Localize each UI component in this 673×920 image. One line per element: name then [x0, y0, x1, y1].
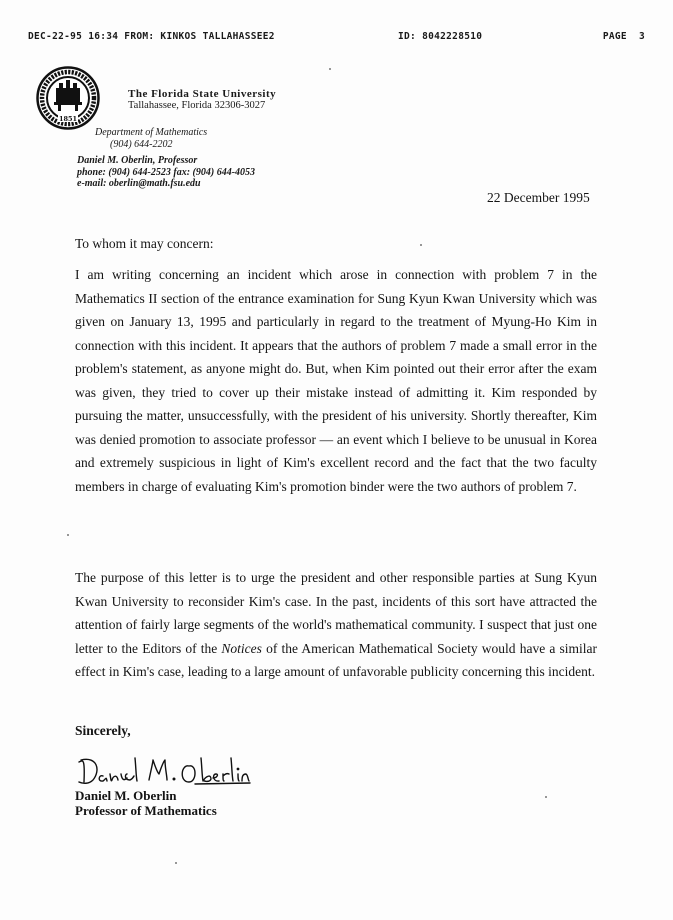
fax-transmission-header — [28, 31, 645, 45]
fax-header-id: ID: 8042228510 — [398, 31, 483, 42]
email: e-mail: oberlin@math.fsu.edu — [77, 178, 201, 189]
phone-fax: phone: (904) 644-2523 fax: (904) 644-4053 — [77, 166, 256, 178]
notices-title: Notices — [221, 640, 262, 656]
fsu-seal-icon — [36, 66, 100, 130]
paragraph-2-end: of the American Mathematical Society would have a similar effect in Kim's case, leading to a large amount of unfavorable publicity concerning this incident. — [75, 640, 597, 679]
closing: Sincerely, — [75, 723, 131, 738]
handwritten-signature — [75, 752, 265, 788]
fax-header-sender: DEC-22-95 16:34 FROM: KINKOS TALLAHASSEE2 — [28, 31, 275, 42]
author-contact-block — [77, 155, 255, 190]
scan-speck — [175, 862, 177, 864]
department-phone: (904) 644-2202 — [110, 139, 173, 150]
signature-block — [75, 788, 217, 818]
paragraph-2-start: The purpose of this letter is to urge the president and other responsible parties at Sung Kyun Kwan University to reconsider Kim's case. In the past, incidents of this sort have attracted the attention of fairly large segments of the world's mathematical community. I suspect that just one letter to the Editors of the — [75, 570, 597, 656]
letter-date: 22 December 1995 — [487, 190, 590, 205]
letterhead — [128, 88, 276, 112]
paragraph-2 — [75, 566, 597, 684]
fax-header-page: PAGE 3 — [602, 31, 645, 42]
scan-speck — [329, 68, 331, 70]
author-line: Daniel M. Oberlin, Professor — [77, 155, 198, 166]
scan-speck — [420, 244, 422, 246]
department-block — [95, 127, 207, 151]
signer-name: Daniel M. Oberlin — [75, 788, 177, 803]
salutation: To whom it may concern: — [75, 236, 214, 251]
paragraph-1: I am writing concerning an incident which arose in connection with problem 7 in the Mathematics II section of the entrance examination for Sung Kyun Kwan University which was given on January 13, 1995 and particularly in regard to the treatment of Myung-Ho Kim in connection with this incident. It appears that the authors of problem 7 made a small error in the problem's statement, as anyone might do. But, when Kim pointed out their error after the exam was given, they tried to cover up their mistake instead of admitting it. Kim responded by pursuing the matter, unsuccessfully, with the president of his university. Shortly thereafter, Kim was denied promotion to associate professor — an event which I believe to be unusual in Korea and extremely suspicious in light of Kim's excellent record and the fact that the two faculty members in charge of evaluating Kim's promotion binder were the two authors of problem 7. — [75, 267, 597, 494]
university-address: Tallahassee, Florida 32306-3027 — [128, 100, 266, 111]
signer-title: Professor of Mathematics — [75, 803, 217, 818]
university-name: The Florida State University — [128, 88, 277, 100]
scan-speck — [67, 534, 69, 536]
scan-speck — [545, 796, 547, 798]
department-name: Department of Mathematics — [95, 127, 208, 138]
seal-year: 1851 — [58, 115, 78, 123]
